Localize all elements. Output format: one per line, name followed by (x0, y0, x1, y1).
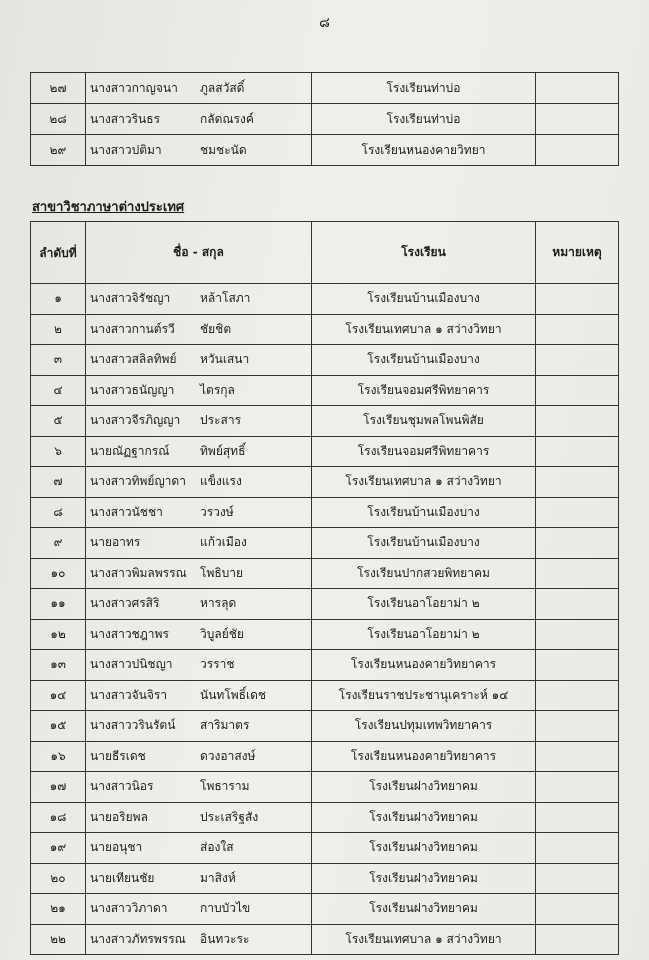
row-name (86, 650, 312, 681)
row-number: ๑๑ (31, 589, 86, 620)
row-last-name: ดวงอาสงษ์ (200, 748, 256, 763)
row-number: ๖ (31, 436, 86, 467)
row-name (86, 711, 312, 742)
row-school: โรงเรียนปทุมเทพวิทยาคาร (312, 711, 536, 742)
row-number: ๕ (31, 406, 86, 437)
row-number: ๑๗ (31, 772, 86, 803)
row-note (536, 406, 619, 437)
row-number: ๒๑ (31, 894, 86, 925)
row-first-name: นางสาวจันจิรา (90, 687, 168, 702)
row-last-name: หล้าโสภา (200, 291, 251, 306)
row-name (86, 894, 312, 925)
row-note (536, 284, 619, 315)
row-last-name: มาสิงห์ (200, 870, 236, 885)
row-last-name: ไตรกุล (200, 382, 235, 397)
row-school: โรงเรียนหนองคายวิทยาคาร (312, 741, 536, 772)
foreign-language-table (30, 221, 619, 955)
table-row (31, 802, 619, 833)
row-last-name: ภูลสวัสดิ์ (200, 80, 245, 95)
row-name (86, 802, 312, 833)
row-note (536, 135, 619, 166)
row-school: โรงเรียนเทศบาล ๑ สว่างวิทยา (312, 467, 536, 498)
row-first-name: นางสาวกานต์รวี (90, 321, 175, 336)
row-note (536, 802, 619, 833)
row-school: โรงเรียนบ้านเมืองบาง (312, 345, 536, 376)
row-name (86, 833, 312, 864)
row-first-name: นางสาวชฎาพร (90, 626, 169, 641)
row-number: ๑๐ (31, 558, 86, 589)
row-note (536, 924, 619, 955)
row-name (86, 467, 312, 498)
row-first-name: นางสาววิภาดา (90, 901, 168, 916)
table-row (31, 711, 619, 742)
row-name (86, 619, 312, 650)
table-row (31, 863, 619, 894)
row-first-name: นางสาวรินธร (90, 111, 161, 126)
row-school: โรงเรียนบ้านเมืองบาง (312, 284, 536, 315)
row-number: ๒ (31, 314, 86, 345)
row-last-name: ทิพย์สุทธิ์ (200, 443, 246, 458)
row-last-name: ประสาร (200, 413, 242, 428)
row-name (86, 73, 312, 104)
table-row (31, 375, 619, 406)
row-number: ๔ (31, 375, 86, 406)
header-school: โรงเรียน (312, 222, 536, 284)
row-last-name: สาริมาตร (200, 718, 250, 733)
row-note (536, 314, 619, 345)
table-row (31, 436, 619, 467)
row-last-name: วิบูลย์ชัย (200, 626, 244, 641)
row-note (536, 772, 619, 803)
row-note (536, 741, 619, 772)
table-row (31, 467, 619, 498)
row-name (86, 436, 312, 467)
row-school: โรงเรียนฝางวิทยาคม (312, 863, 536, 894)
row-school: โรงเรียนฝางวิทยาคม (312, 802, 536, 833)
row-number: ๒๘ (31, 104, 86, 135)
table-row (31, 73, 619, 104)
continued-table-body (31, 73, 619, 166)
row-name (86, 558, 312, 589)
row-number: ๑ (31, 284, 86, 315)
row-name (86, 680, 312, 711)
row-school: โรงเรียนหนองคายวิทยา (312, 135, 536, 166)
table-row (31, 345, 619, 376)
table-row (31, 833, 619, 864)
row-last-name: อินทวะระ (200, 931, 250, 946)
row-note (536, 345, 619, 376)
row-note (536, 467, 619, 498)
row-note (536, 833, 619, 864)
row-first-name: นายอาทร (90, 535, 141, 550)
row-school: โรงเรียนฝางวิทยาคม (312, 772, 536, 803)
row-last-name: แก้วเมือง (200, 535, 247, 550)
table-header-row (31, 222, 619, 284)
row-last-name: กลัดณรงค์ (200, 111, 254, 126)
row-note (536, 894, 619, 925)
row-school: โรงเรียนฝางวิทยาคม (312, 894, 536, 925)
row-note (536, 497, 619, 528)
row-name (86, 528, 312, 559)
table-row (31, 894, 619, 925)
row-note (536, 528, 619, 559)
row-note (536, 436, 619, 467)
row-first-name: นางสาวนัชชา (90, 504, 163, 519)
row-school: โรงเรียนบ้านเมืองบาง (312, 497, 536, 528)
row-school: โรงเรียนฝางวิทยาคม (312, 833, 536, 864)
row-last-name: แข็งแรง (200, 474, 242, 489)
row-school: โรงเรียนจอมศรีพิทยาคาร (312, 375, 536, 406)
row-school: โรงเรียนปากสวยพิทยาคม (312, 558, 536, 589)
row-last-name: วรราช (200, 657, 235, 672)
table-row (31, 104, 619, 135)
row-first-name: นางสาวปนิชญา (90, 657, 173, 672)
row-first-name: นางสาวพิมลพรรณ (90, 565, 187, 580)
row-school: โรงเรียนหนองคายวิทยาคาร (312, 650, 536, 681)
row-name (86, 104, 312, 135)
row-first-name: นางสาวธนัญญา (90, 382, 175, 397)
row-name (86, 375, 312, 406)
row-number: ๘ (31, 497, 86, 528)
row-number: ๙ (31, 528, 86, 559)
row-number: ๒๙ (31, 135, 86, 166)
row-name (86, 345, 312, 376)
row-number: ๓ (31, 345, 86, 376)
row-last-name: ส่องใส (200, 840, 234, 855)
table-row (31, 589, 619, 620)
row-name (86, 497, 312, 528)
row-first-name: นางสาวจีรภิญญา (90, 413, 181, 428)
row-note (536, 73, 619, 104)
foreign-language-table-body (31, 284, 619, 955)
row-number: ๑๔ (31, 680, 86, 711)
row-school: โรงเรียนจอมศรีพิทยาคาร (312, 436, 536, 467)
row-first-name: นางสาวสลิลทิพย์ (90, 352, 177, 367)
row-last-name: นันทโพธิ์เดช (200, 687, 267, 702)
row-note (536, 589, 619, 620)
row-school: โรงเรียนท่าบ่อ (312, 73, 536, 104)
row-school: โรงเรียนชุมพลโพนพิสัย (312, 406, 536, 437)
row-name (86, 406, 312, 437)
row-last-name: หวันเสนา (200, 352, 250, 367)
row-first-name: นางสาวจิรัชญา (90, 291, 171, 306)
row-note (536, 680, 619, 711)
row-first-name: นางสาวภัทรพรรณ (90, 931, 186, 946)
header-name: ชื่อ - สกุล (86, 222, 312, 284)
table-row (31, 284, 619, 315)
row-number: ๗ (31, 467, 86, 498)
row-note (536, 711, 619, 742)
header-no: ลำดับที่ (31, 222, 86, 284)
row-name (86, 284, 312, 315)
table-row (31, 314, 619, 345)
row-school: โรงเรียนราชประชานุเคราะห์ ๑๔ (312, 680, 536, 711)
row-school: โรงเรียนท่าบ่อ (312, 104, 536, 135)
row-number: ๑๒ (31, 619, 86, 650)
table-row (31, 680, 619, 711)
row-last-name: โพธาราม (200, 779, 250, 794)
table-row (31, 497, 619, 528)
page-number: ๘ (319, 15, 330, 31)
row-note (536, 558, 619, 589)
row-first-name: นายเทียนชัย (90, 870, 155, 885)
row-school: โรงเรียนอาโอยาม่า ๒ (312, 589, 536, 620)
row-name (86, 314, 312, 345)
row-number: ๒๐ (31, 863, 86, 894)
section-title: สาขาวิชาภาษาต่างประเทศ (32, 200, 185, 215)
row-number: ๑๙ (31, 833, 86, 864)
row-last-name: ชัยชิต (200, 321, 232, 336)
row-first-name: นายอริยพล (90, 809, 148, 824)
row-note (536, 104, 619, 135)
row-first-name: นางสาววรินรัตน์ (90, 718, 176, 733)
row-school: โรงเรียนบ้านเมืองบาง (312, 528, 536, 559)
table-row (31, 528, 619, 559)
row-name (86, 589, 312, 620)
row-number: ๑๓ (31, 650, 86, 681)
row-name (86, 924, 312, 955)
row-last-name: ชมชะนัด (200, 142, 247, 157)
row-number: ๒๒ (31, 924, 86, 955)
row-number: ๑๕ (31, 711, 86, 742)
row-note (536, 375, 619, 406)
table-row (31, 558, 619, 589)
row-note (536, 650, 619, 681)
row-last-name: หารลุด (200, 596, 237, 611)
table-row (31, 619, 619, 650)
table-row (31, 650, 619, 681)
row-first-name: นางสาวนิอร (90, 779, 154, 794)
row-school: โรงเรียนเทศบาล ๑ สว่างวิทยา (312, 924, 536, 955)
row-first-name: นางสาวศรสิริ (90, 596, 160, 611)
row-first-name: นายณัฏฐากรณ์ (90, 443, 170, 458)
row-last-name: ประเสริฐสัง (200, 809, 259, 824)
header-note: หมายเหตุ (536, 222, 619, 284)
row-first-name: นางสาวกาญจนา (90, 80, 178, 95)
table-row (31, 741, 619, 772)
row-number: ๑๘ (31, 802, 86, 833)
row-name (86, 772, 312, 803)
row-number: ๑๖ (31, 741, 86, 772)
row-first-name: นางสาวทิพย์ญาดา (90, 474, 186, 489)
continued-table (30, 72, 619, 166)
row-last-name: กาบบัวไข (200, 901, 251, 916)
row-last-name: โพธิบาย (200, 565, 244, 580)
row-name (86, 863, 312, 894)
table-row (31, 135, 619, 166)
row-first-name: นางสาวปติมา (90, 142, 162, 157)
row-note (536, 863, 619, 894)
row-note (536, 619, 619, 650)
row-number: ๒๗ (31, 73, 86, 104)
table-row (31, 406, 619, 437)
table-row (31, 772, 619, 803)
row-name (86, 135, 312, 166)
table-row (31, 924, 619, 955)
row-school: โรงเรียนเทศบาล ๑ สว่างวิทยา (312, 314, 536, 345)
row-first-name: นายธีรเดช (90, 748, 146, 763)
row-school: โรงเรียนอาโอยาม่า ๒ (312, 619, 536, 650)
row-name (86, 741, 312, 772)
row-first-name: นายอนุชา (90, 840, 143, 855)
row-last-name: วรวงษ์ (200, 504, 234, 519)
